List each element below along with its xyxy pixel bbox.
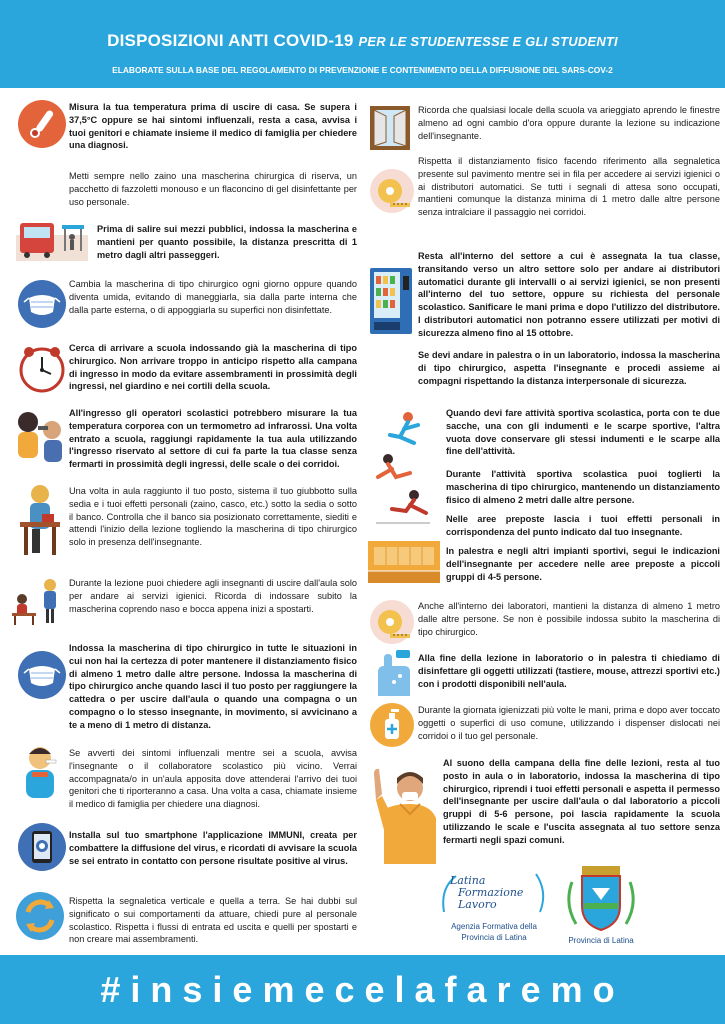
rule-text: Cerca di arrivare a scuola indossando già la mascherina di tipo chirurgico. Non arrivare troppo in anticipo rispetto alla campana di ingresso in modo da evitare assembramenti in prossimità degli ingressi, nel giardino e nei cortili della scuola.: [69, 343, 357, 392]
sanitizer-hand-icon: [370, 648, 416, 698]
hashtag: #insiemecelafaremo: [100, 969, 625, 1010]
student-desk-icon: [18, 482, 66, 560]
sport-icon: [370, 407, 436, 531]
rule-text: Misura la tua temperatura prima di uscire di casa. Se supera i 37,5°C oppure se hai sintomi influenzali, resta a casa, avvisa i tuoi genitori e chiamate insieme il medico di famiglia per chiedere una diagnosi.: [69, 102, 357, 151]
logo-line2: Formazione: [458, 886, 524, 899]
classroom-icon: [10, 575, 66, 627]
gym-icon: [368, 541, 440, 583]
footer-banner: [0, 955, 725, 1024]
rule-text: Rispetta la segnaletica verticale e quella a terra. Se hai dubbi sul significato o sui comportamenti da attuare, chiedi pure al personale scolastico. Rispetta i flussi di entrata ed uscita e quelli per spostarti e non creare mai assembramenti.: [69, 896, 357, 945]
logo-line1: Latina: [450, 874, 486, 887]
smartphone-icon: [18, 823, 66, 871]
logo-caption2: Provincia di Latina: [461, 933, 527, 942]
rule-text: Durante la lezione puoi chiedere agli insegnanti di uscire dall'aula solo per andare ai servizi igienici. Ricorda di indossare subito la mascherina coprendo naso e bocca appena inizi a spostarti.: [69, 578, 357, 614]
rule-text: Se devi andare in palestra o in un laboratorio, indossa la mascherina di tipo chirurgico, aspetta l'insegnante e procedi assieme ai compagni rispettando la distanza interpersonale di sicurezza.: [418, 350, 720, 386]
rule-text: Al suono della campana della fine delle lezioni, resta al tuo posto in aula o in laboratorio, indossa la mascherina di tipo chirurgico, riprendi i tuoi effetti personali e aspetta il permesso dell'insegnante per uscire dall'aula o dal laboratorio a piccoli gruppi di 5-6 persone, poi lascia rapidamente la scuola utilizzando le scale e l'uscita assegnata al tuo settore senza fermarti negli spazi comuni.: [443, 758, 720, 845]
logo-line3: Lavoro: [458, 898, 497, 911]
sanitizer-icon: [370, 703, 414, 747]
rule-text: Quando devi fare attività sportiva scolastica, porta con te due sacche, una con gli indumenti e le scarpe sportive, l'altra vuota dove conservare gli stessi indumenti e le scarpe alla fine dell'attività.: [446, 408, 720, 457]
rule-text: Durante la giornata igienizzati più volte le mani, prima e dopo aver toccato oggetti o superfici di uso comune, utilizzando i dispenser dislocati nei corridoi o il tuo gel personale.: [418, 705, 720, 741]
rule-text: Durante l'attività sportiva scolastica puoi toglierti la mascherina di tipo chirurgico, mantenendo un distanziamento fisico di almeno 2 metri dalle altre persone.: [446, 469, 720, 505]
title-main: DISPOSIZIONI ANTI COVID-19: [107, 31, 354, 50]
rule-text: Metti sempre nello zaino una mascherina chirurgica di riserva, un pacchetto di fazzoletti monouso e un flaconcino di gel disinfettante per uso personale.: [69, 171, 357, 207]
rule-text: Rispetta il distanziamento fisico facendo riferimento alla segnaletica presente sul pavimento mentre sei in fila per accedere ai servizi igienici o ai distributori automatici. Se tutti i segnali di attesa sono occupati, mantieni comunque la distanza minima di 1 metro dalle altre persone senza intralciare il passaggio nei corridoi.: [418, 156, 720, 218]
coat-of-arms-icon: [562, 864, 640, 934]
rule-text: Se avverti dei sintomi influenzali mentre sei a scuola, avvisa l'insegnante o il collaboratore scolastico più vicino. Verrai accompagnata/o in un'aula apposita dove attenderai l'arrivo dei tuoi genitori che ti riporteranno a casa. Una volta a casa, chiamate insieme il medico di famiglia per chiedere una diagnosi.: [69, 748, 357, 810]
rule-text: Cambia la mascherina di tipo chirurgico ogni giorno oppure quando diventa umida, evitando di maneggiarla, sia dalla parte interna che dalla parte esterna, o di appoggiarla su superfici non disinfettate.: [69, 279, 357, 315]
rule-text: Anche all'interno dei laboratori, mantieni la distanza di almeno 1 metro dalle altre persone. Se non è possibile indossa subito la mascherina di tipo chirurgico.: [418, 601, 720, 637]
provincia-latina-logo: [562, 864, 640, 950]
rule-text: Indossa la mascherina di tipo chirurgico in tutte le situazioni in cui non hai la certezza di poter mantenere il distanziamento fisico di almeno 1 metro dalle altre persone. Indossa la mascherina di tipo chirurgico anche quando lasci il tuo posto per raggiungere la cattedra o per uscire dall'aula o quando una compagna o un compagno o lo stesso insegnante, in movimento, si avvicinano a te a meno di 1 metro di distanza.: [69, 643, 357, 730]
bus-icon: [16, 217, 88, 261]
rule-text: Installa sul tuo smartphone l'applicazione IMMUNI, creata per combattere la diffusione del virus, e ricordati di avvisare la scuola se sei entrato in contatto con persone risultate positive al virus.: [69, 830, 357, 866]
rule-text: In palestra e negli altri impianti sportivi, segui le indicazioni dell'insegnante per accedere nelle aree preposte a piccoli gruppi di 4-5 persone.: [446, 546, 720, 582]
page-subtitle: ELABORATE SULLA BASE DEL REGOLAMENTO DI PREVENZIONE E CONTENIMENTO DELLA DIFFUSIONE DEL SARS-COV-2: [112, 65, 613, 75]
rule-text: Nelle aree preposte lascia i tuoi effetti personali in corrispondenza del punto indicato dal tuo insegnante.: [446, 514, 720, 537]
title-suffix: PER LE STUDENTESSE E GLI STUDENTI: [358, 34, 618, 49]
rule-text: Alla fine della lezione in laboratorio o in palestra ti chiediamo di disinfettare gli oggetti utilizzati (tastiere, mouse, attrezzi sportivi etc.) con i prodotti disponibili nell'aula.: [418, 653, 720, 689]
temperature-check-icon: [14, 408, 66, 464]
rule-text: Prima di salire sui mezzi pubblici, indossa la mascherina e mantieni per quanto possibile, la distanza prescritta di 1 metro dagli altri passeggeri.: [97, 224, 357, 260]
waving-man-icon: [370, 760, 438, 864]
rule-text: Resta all'interno del settore a cui è assegnata la tua classe, transitando verso un altro settore solo per andare ai distributori automatici durante gli intervalli o ai servizi igienici, se non presenti all'interno del tuo settore, oppure su richiesta del personale scolastico. Sanificare le mani prima e dopo l'utilizzo del distributore. I distributori automatici non potranno essere utilizzati per motivi di sicurezza almeno fino al 15 ottobre.: [418, 251, 720, 338]
header-banner: [0, 0, 725, 88]
arrows-icon: [16, 892, 64, 940]
logo-caption1: Agenzia Formativa della: [451, 922, 537, 931]
mask-icon: [18, 651, 66, 699]
page-title: [0, 31, 725, 51]
rule-text: Ricorda che qualsiasi locale della scuola va arieggiato aprendo le finestre almeno ad ogni cambio d'ora oppure durante la lezione su indicazione dell'insegnante.: [418, 105, 720, 141]
rule-text: Una volta in aula raggiunto il tuo posto, sistema il tuo giubbotto sulla sedia e i tuoi effetti personali (zaino, casco, etc.) sotto la sedia o sotto il banco. Controlla che il banco sia posizionato correttamente, siediti e attendi l'inizio della lezione togliendo la mascherina di tipo chirurgico solo in presenza dell'insegnante.: [69, 486, 357, 548]
measuring-tape-icon: [370, 600, 414, 644]
clock-icon: [18, 345, 66, 393]
sick-student-icon: [16, 742, 64, 800]
rule-text: All'ingresso gli operatori scolastici potrebbero misurare la tua temperatura corporea con un termometro ad infrarossi. Una volta entrato a scuola, raggiungi rapidamente la tua aula utilizzando l'ingresso riservato al settore di cui fa parte la tua classe senza fermarti in prossimità degli ingressi, delle scale o dei corridoi.: [69, 408, 357, 470]
vending-machine-icon: [368, 266, 414, 336]
province-caption: Provincia di Latina: [568, 936, 634, 945]
thermometer-icon: [18, 100, 66, 148]
measuring-tape-icon: [370, 169, 414, 213]
window-icon: [368, 104, 412, 152]
mask-icon: [18, 280, 66, 328]
latina-formazione-lavoro-logo: [436, 868, 552, 948]
